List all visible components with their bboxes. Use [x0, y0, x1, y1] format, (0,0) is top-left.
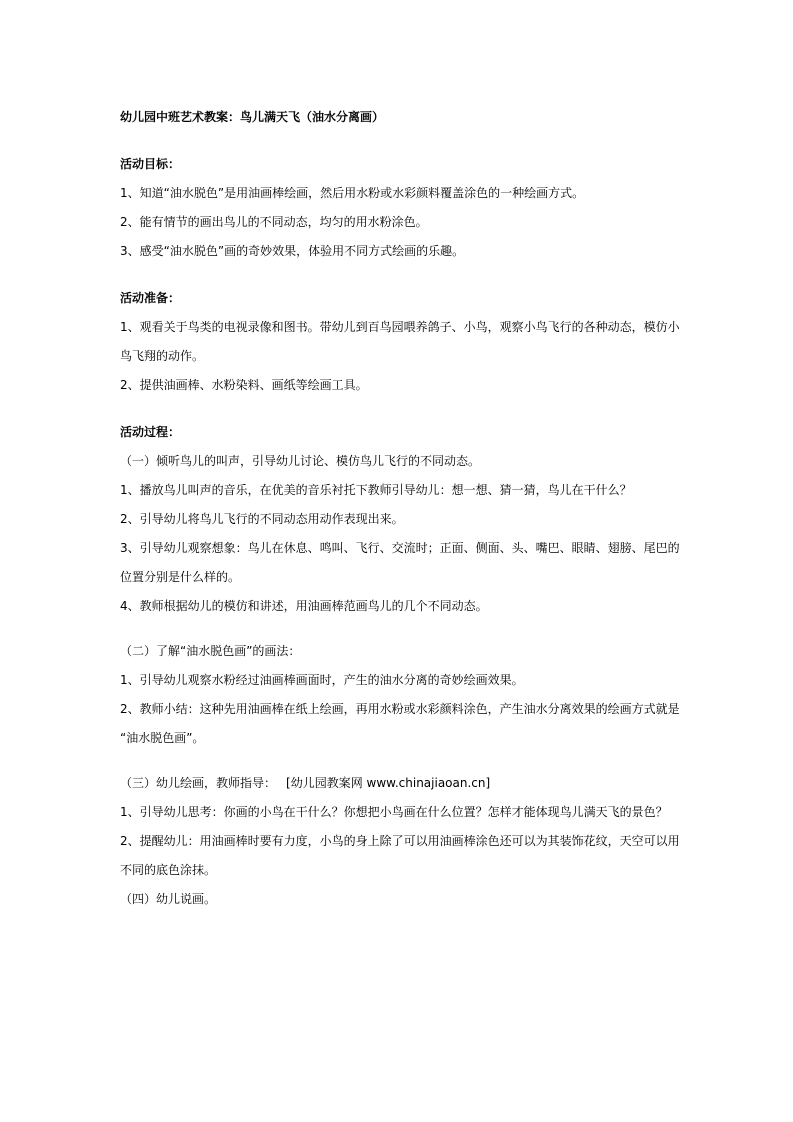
- process-part-3-title: （三）幼儿绘画，教师指导：: [120, 776, 277, 790]
- process-part-1-item-3-line-1: 3、引导幼儿观察想象：鸟儿在休息、鸣叫、飞行、交流时；正面、侧面、头、嘴巴、眼睛、翅膀、尾巴的: [120, 541, 680, 555]
- process-part-4-title: （四）幼儿说画。: [120, 892, 217, 906]
- process-part-1-item-1: 1、播放鸟儿叫声的音乐，在优美的音乐衬托下教师引导幼儿：想一想、猜一猜，鸟儿在干什么？: [120, 483, 632, 497]
- process-part-1-title: （一）倾听鸟儿的叫声，引导幼儿讨论、模仿鸟儿飞行的不同动态。: [120, 454, 481, 468]
- process-part-3-item-1: 1、引导幼儿思考：你画的小鸟在干什么？你想把小鸟画在什么位置？怎样才能体现鸟儿满天飞的景色？: [120, 805, 668, 819]
- process-part-1-item-2: 2、引导幼儿将鸟儿飞行的不同动态用动作表现出来。: [120, 512, 404, 526]
- prep-item-1-line-1: 1、观看关于鸟类的电视录像和图书。带幼儿到百鸟园喂养鸽子、小鸟，观察小鸟飞行的各种动态，模仿小: [120, 320, 680, 334]
- goal-item-2: 2、能有情节的画出鸟儿的不同动态，均匀的用水粉涂色。: [120, 215, 428, 229]
- process-part-3-item-2-line-1: 2、提醒幼儿：用油画棒时要有力度，小鸟的身上除了可以用油画棒涂色还可以为其装饰花纹，天空可以用: [120, 834, 680, 848]
- prep-heading: 活动准备：: [120, 291, 181, 305]
- document-title: 幼儿园中班艺术教案：鸟儿满天飞（油水分离画）: [120, 110, 385, 124]
- process-heading: 活动过程：: [120, 425, 181, 439]
- process-part-2-title: （二）了解“油水脱色画”的画法：: [120, 644, 301, 658]
- prep-item-2: 2、提供油画棒、水粉染料、画纸等绘画工具。: [120, 378, 368, 392]
- process-part-3-item-2-line-2: 不同的底色涂抹。: [120, 863, 217, 877]
- goals-heading: 活动目标：: [120, 157, 181, 171]
- site-link[interactable]: [幼儿园教案网 www.chinajiaoan.cn]: [286, 776, 491, 790]
- process-part-2-item-2-line-1: 2、教师小结：这种先用油画棒在纸上绘画，再用水粉或水彩颜料涂色，产生油水分离效果的绘画方式就是: [120, 702, 680, 716]
- process-part-1-item-4: 4、教师根据幼儿的模仿和讲述，用油画棒范画鸟儿的几个不同动态。: [120, 599, 488, 613]
- prep-item-1-line-2: 鸟飞翔的动作。: [120, 349, 205, 363]
- document-body: [120, 103, 680, 914]
- process-part-2-item-1: 1、引导幼儿观察水粉经过油画棒画面时，产生的油水分离的奇妙绘画效果。: [120, 673, 524, 687]
- process-part-3-title-row: [120, 769, 680, 798]
- goal-item-1: 1、知道“油水脱色”是用油画棒绘画，然后用水粉或水彩颜料覆盖涂色的一种绘画方式。: [120, 186, 585, 200]
- process-part-2-item-2-line-2: “油水脱色画”。: [120, 731, 205, 745]
- process-part-1-item-3-line-2: 位置分别是什么样的。: [120, 570, 241, 584]
- goal-item-3: 3、感受“油水脱色”画的奇妙效果，体验用不同方式绘画的乐趣。: [120, 244, 465, 258]
